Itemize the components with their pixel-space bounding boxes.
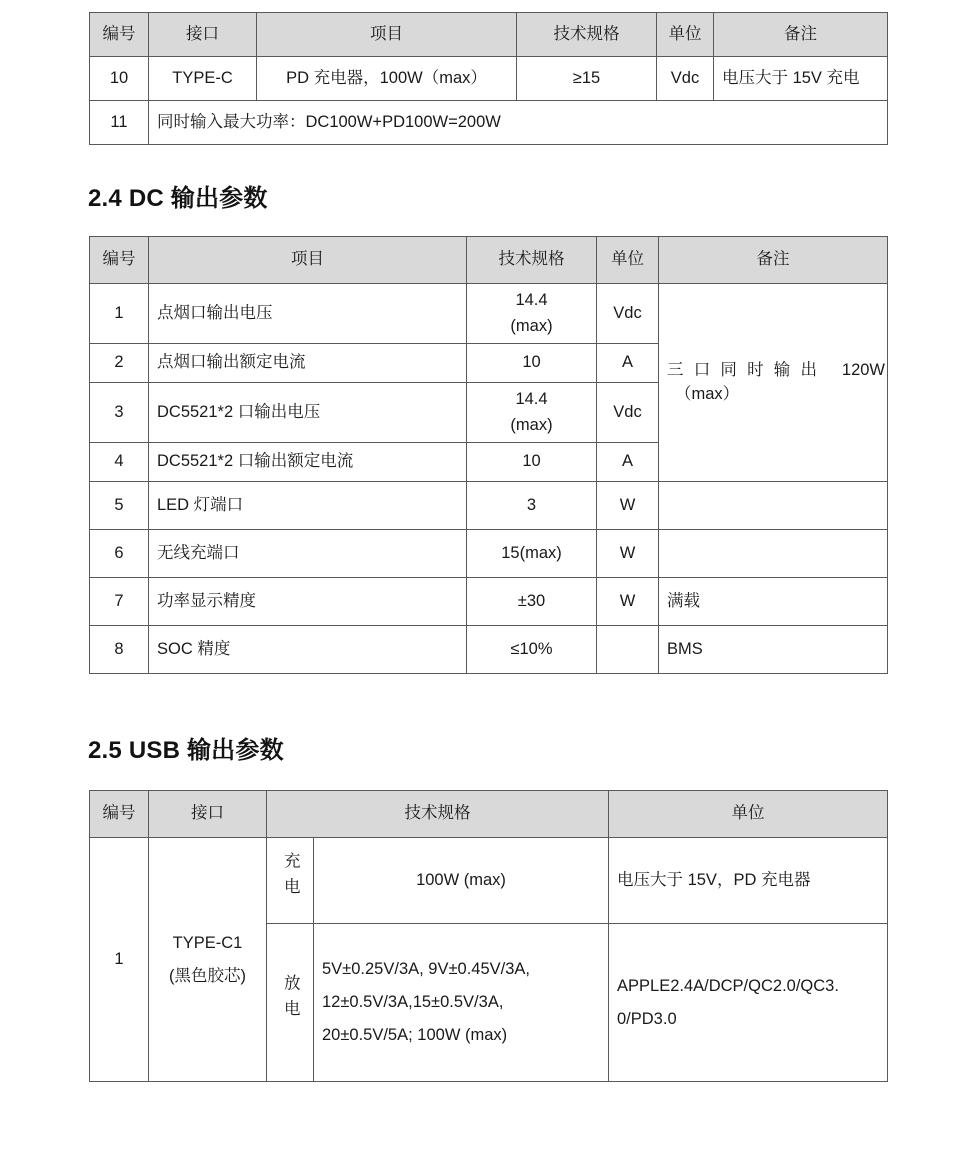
table-header-row — [90, 13, 888, 57]
cell-item: SOC 精度 — [149, 626, 467, 674]
cell-no: 1 — [90, 838, 149, 1082]
column-header-remark: 备注 — [714, 13, 888, 57]
cell-spec — [467, 284, 597, 344]
table-row — [90, 482, 888, 530]
cell-spec-qualifier: (max) — [510, 316, 553, 335]
cell-unit: W — [597, 578, 659, 626]
column-header-no: 编号 — [90, 13, 149, 57]
spec-line-1: 5V±0.25V/3A, 9V±0.45V/3A, — [322, 960, 530, 978]
cell-unit: W — [597, 482, 659, 530]
cell-mode-charge — [267, 838, 314, 924]
page-title-usb-section: 2.5 USB 输出参数 — [88, 737, 284, 764]
cell-unit: Vdc — [657, 57, 714, 101]
column-header-item: 项目 — [149, 237, 467, 284]
cell-item: 无线充端口 — [149, 530, 467, 578]
cell-remark: BMS — [659, 626, 888, 674]
column-header-item: 项目 — [257, 13, 517, 57]
cell-unit-charge: 电压大于 15V，PD 充电器 — [609, 838, 888, 924]
cell-unit: Vdc — [597, 383, 659, 443]
cell-no: 6 — [90, 530, 149, 578]
cell-remark: 电压大于 15V 充电 — [714, 57, 888, 101]
cell-no: 8 — [90, 626, 149, 674]
cell-spec-qualifier: (max) — [510, 415, 553, 434]
interface-note: (黑色胶芯) — [169, 966, 246, 985]
unit-line-2: 0/PD3.0 — [617, 1009, 677, 1028]
cell-item: 点烟口输出额定电流 — [149, 344, 467, 383]
mode-label-discharge: 放电 — [281, 974, 300, 1026]
cell-spec-charge: 100W (max) — [314, 838, 609, 924]
cell-spec: ≤10% — [467, 626, 597, 674]
table-header-row — [90, 791, 888, 838]
cell-no: 3 — [90, 383, 149, 443]
column-header-unit: 单位 — [609, 791, 888, 838]
column-header-unit: 单位 — [597, 237, 659, 284]
table-row — [90, 626, 888, 674]
cell-no: 2 — [90, 344, 149, 383]
cell-spec-value: 14.4 — [515, 390, 548, 409]
cell-unit: Vdc — [597, 284, 659, 344]
column-header-spec: 技术规格 — [467, 237, 597, 284]
cell-spec: 3 — [467, 482, 597, 530]
table-row — [90, 578, 888, 626]
table-row — [90, 57, 888, 101]
cell-unit: A — [597, 443, 659, 482]
input-parameters-table — [89, 12, 888, 145]
cell-no: 10 — [90, 57, 149, 101]
cell-item: PD 充电器，100W（max） — [257, 57, 517, 101]
cell-unit — [597, 626, 659, 674]
column-header-interface: 接口 — [149, 791, 267, 838]
cell-unit: A — [597, 344, 659, 383]
cell-unit: W — [597, 530, 659, 578]
column-header-unit: 单位 — [657, 13, 714, 57]
cell-spec: 10 — [467, 344, 597, 383]
cell-spec — [467, 383, 597, 443]
remark-line-2: （max） — [675, 384, 740, 403]
unit-line-1: APPLE2.4A/DCP/QC2.0/QC3. — [617, 976, 839, 995]
mode-label-charge: 充电 — [281, 852, 300, 904]
table-header-row — [90, 237, 888, 284]
column-header-spec: 技术规格 — [517, 13, 657, 57]
cell-spec: ≥15 — [517, 57, 657, 101]
cell-spec: 15(max) — [467, 530, 597, 578]
cell-item: DC5521*2 口输出电压 — [149, 383, 467, 443]
cell-no: 11 — [90, 101, 149, 145]
cell-remark — [659, 530, 888, 578]
cell-spec-value: 14.4 — [515, 291, 548, 309]
cell-item: 点烟口输出电压 — [149, 284, 467, 344]
cell-no: 7 — [90, 578, 149, 626]
table-row — [90, 284, 888, 344]
table-row-fullspan — [90, 101, 888, 145]
column-header-remark: 备注 — [659, 237, 888, 284]
column-header-no: 编号 — [90, 237, 149, 284]
cell-spec: 10 — [467, 443, 597, 482]
cell-interface: TYPE-C — [149, 57, 257, 101]
cell-remark-merged — [659, 284, 888, 482]
cell-spec-discharge — [314, 924, 609, 1082]
page-title-dc-section: 2.4 DC 输出参数 — [88, 185, 268, 212]
cell-item: 功率显示精度 — [149, 578, 467, 626]
column-header-spec: 技术规格 — [267, 791, 609, 838]
cell-spec: ±30 — [467, 578, 597, 626]
dc-output-parameters-table — [89, 236, 888, 674]
column-header-interface: 接口 — [149, 13, 257, 57]
cell-no: 1 — [90, 284, 149, 344]
cell-no: 5 — [90, 482, 149, 530]
cell-unit-discharge — [609, 924, 888, 1082]
cell-mode-discharge — [267, 924, 314, 1082]
cell-fullspan-text: 同时输入最大功率：DC100W+PD100W=200W — [149, 101, 888, 145]
interface-name: TYPE-C1 — [172, 934, 243, 953]
cell-item: LED 灯端口 — [149, 482, 467, 530]
cell-remark — [659, 482, 888, 530]
column-header-no: 编号 — [90, 791, 149, 838]
table-row — [90, 530, 888, 578]
cell-item: DC5521*2 口输出额定电流 — [149, 443, 467, 482]
remark-line-1: 三口同时输出 120W — [667, 360, 885, 379]
cell-interface — [149, 838, 267, 1082]
spec-line-3: 20±0.5V/5A; 100W (max) — [322, 1026, 508, 1044]
usb-output-parameters-table — [89, 790, 888, 1082]
spec-line-2: 12±0.5V/3A,15±0.5V/3A, — [322, 993, 504, 1011]
table-row-charge — [90, 838, 888, 924]
cell-no: 4 — [90, 443, 149, 482]
cell-remark: 满载 — [659, 578, 888, 626]
